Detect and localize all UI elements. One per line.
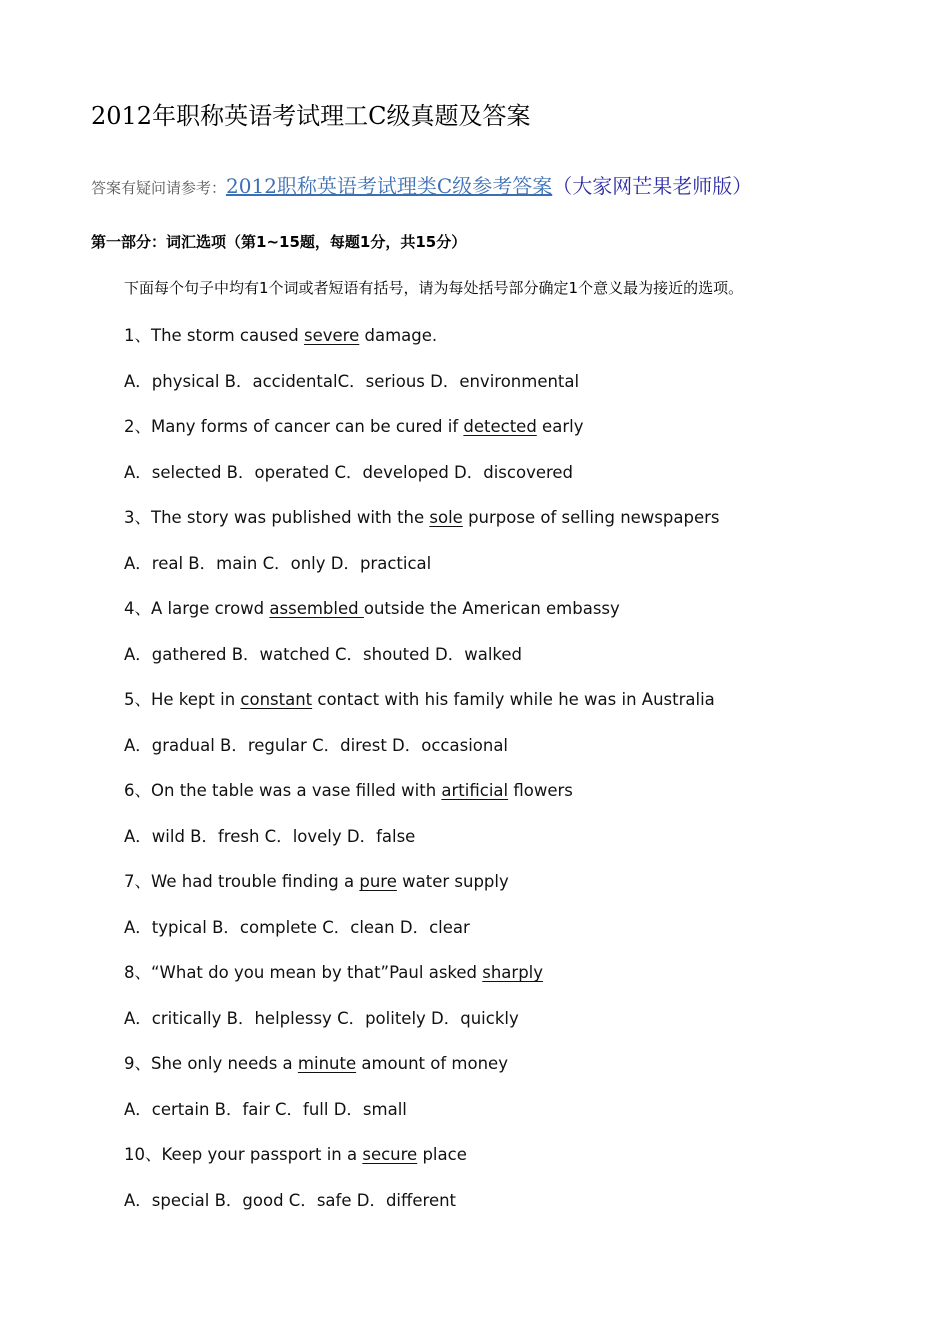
section-heading: 第一部分：词汇选项（第1~15题，每题1分，共15分）	[91, 233, 467, 251]
question-options: A．real B．main C．only D．practical	[124, 554, 432, 573]
question-keyword: minute	[297, 1054, 357, 1073]
reference-line	[91, 170, 752, 199]
document-title: 2012年职称英语考试理工C级真题及答案	[91, 102, 531, 130]
question-text: 2、Many forms of cancer can be cured if	[124, 417, 464, 436]
question-stem	[124, 504, 719, 528]
reference-answer-link[interactable]: 2012职称英语考试理类C级参考答案	[226, 174, 553, 198]
question-keyword: sharply	[482, 963, 544, 982]
question-text: damage.	[359, 326, 438, 345]
question-text: 4、A large crowd	[124, 599, 270, 618]
question-text: 10、Keep your passport in a	[124, 1145, 363, 1164]
question-options: A．wild B．fresh C．lovely D．false	[124, 827, 416, 846]
question-options: A．physical B．accidentalC．serious D．environmental	[124, 372, 580, 391]
question-stem	[124, 413, 583, 437]
question-options: A．gradual B．regular C．direst D．occasional	[124, 736, 509, 755]
question-stem	[124, 868, 509, 892]
question-keyword: severe	[304, 326, 360, 345]
question-text: amount of money	[356, 1054, 508, 1073]
question-text: flowers	[508, 781, 573, 800]
question-keyword: assembled	[269, 599, 364, 618]
question-keyword: sole	[429, 508, 463, 527]
question-text: 6、On the table was a vase filled with	[124, 781, 442, 800]
question-text: 8、“What do you mean by that”Paul asked	[124, 963, 483, 982]
reference-source: （大家网芒果老师版）	[552, 174, 753, 198]
question-options: A．special B．good C．safe D．different	[124, 1191, 457, 1210]
question-stem	[124, 959, 543, 983]
question-stem	[124, 777, 573, 801]
question-stem	[124, 595, 620, 619]
question-options: A．typical B．complete C．clean D．clear	[124, 918, 470, 937]
question-options: A．certain B．fair C．full D．small	[124, 1100, 407, 1119]
question-text: 5、He kept in	[124, 690, 241, 709]
question-text: 9、She only needs a	[124, 1054, 298, 1073]
question-stem	[124, 1050, 508, 1074]
question-text: outside the American embassy	[363, 599, 620, 618]
question-text: contact with his family while he was in Australia	[312, 690, 715, 709]
question-keyword: artificial	[441, 781, 509, 800]
question-text: purpose of selling newspapers	[462, 508, 720, 527]
question-text: 1、The storm caused	[124, 326, 305, 345]
question-text: water supply	[396, 872, 509, 891]
question-text: early	[536, 417, 584, 436]
question-options: A．selected B．operated C．developed D．discovered	[124, 463, 574, 482]
reference-prefix: 答案有疑问请参考：	[91, 179, 227, 197]
question-stem	[124, 686, 715, 710]
question-stem	[124, 322, 437, 346]
instruction-text: 下面每个句子中均有1个词或者短语有括号，请为每处括号部分确定1个意义最为接近的选项。	[124, 279, 744, 297]
question-keyword: pure	[359, 872, 397, 891]
question-stem	[124, 1141, 467, 1165]
question-keyword: constant	[240, 690, 313, 709]
question-keyword: secure	[362, 1145, 418, 1164]
question-options: A．critically B．helplessy C．politely D．quickly	[124, 1009, 519, 1028]
question-text: 7、We had trouble finding a	[124, 872, 360, 891]
question-options: A．gathered B．watched C．shouted D．walked	[124, 645, 522, 664]
question-text: place	[417, 1145, 467, 1164]
question-text: 3、The story was published with the	[124, 508, 430, 527]
question-keyword: detected	[463, 417, 537, 436]
